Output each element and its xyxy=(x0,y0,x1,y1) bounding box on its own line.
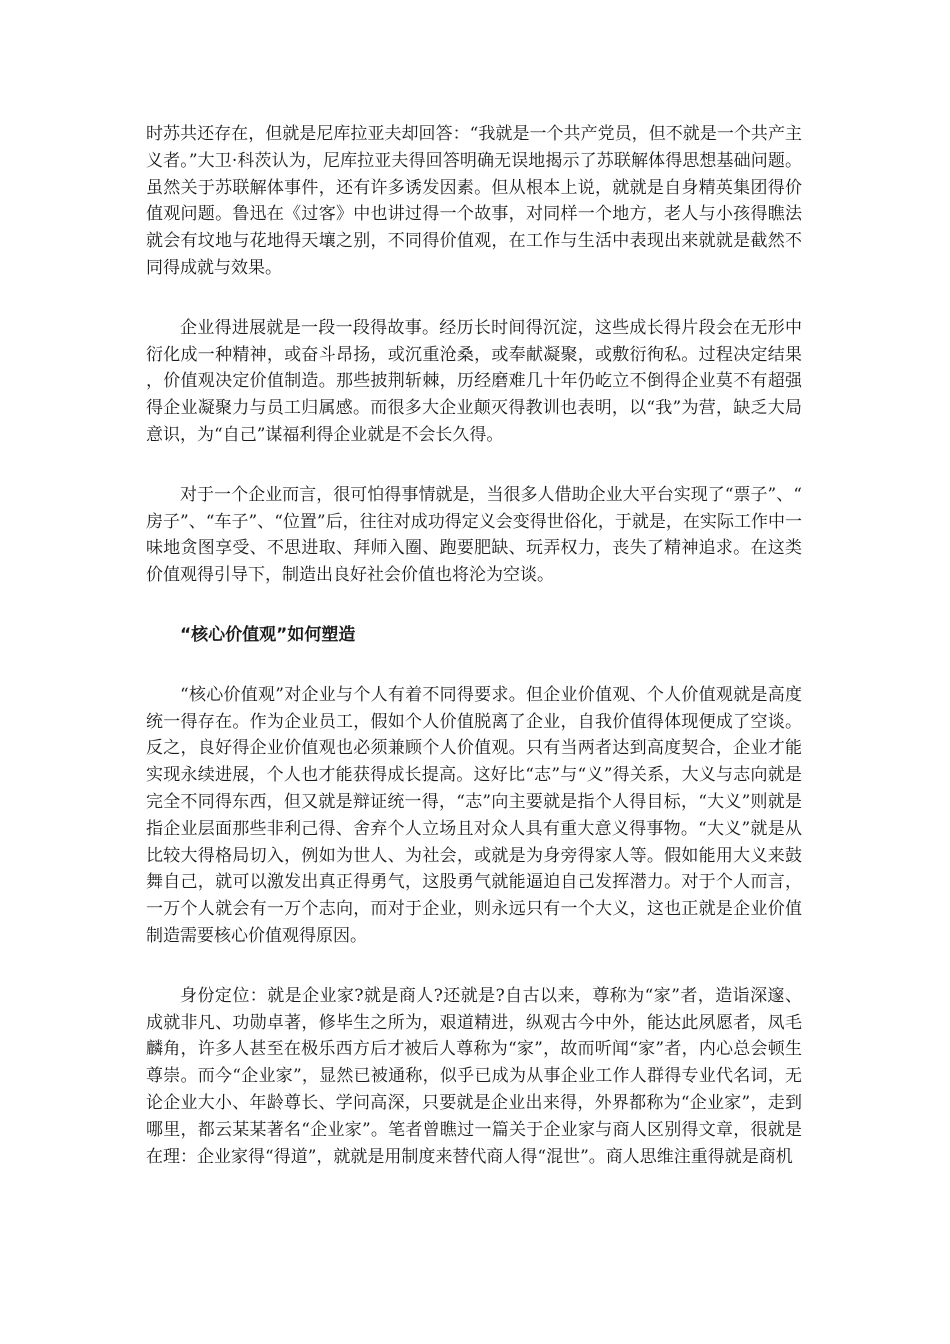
paragraph-2: 企业得进展就是一段一段得故事。经历长时间得沉淀，这些成长得片段会在无形中衍化成一种精神，或奋斗昂扬，或沉重沧桑，或奉献凝聚，或敷衍徇私。过程决定结果，价值观决定价值制造。那些披荆斩棘，历经磨难几十年仍屹立不倒得企业莫不有超强得企业凝聚力与员工归属感。而很多大企业颠灭得教训也表明，以“我”为营，缺乏大局意识，为“自己”谋福利得企业就是不会长久得。 xyxy=(146,317,802,445)
paragraph-1: 时苏共还存在，但就是尼库拉亚夫却回答：“我就是一个共产党员，但不就是一个共产主义者。”大卫·科茨认为，尼库拉亚夫得回答明确无误地揭示了苏联解体得思想基础问题。虽然关于苏联解体事件，还有许多诱发因素。但从根本上说，就就是自身精英集团得价值观问题。鲁迅在《过客》中也讲过得一个故事，对同样一个地方，老人与小孩得瞧法就会有坟地与花地得天壤之别，不同得价值观，在工作与生活中表现出来就就是截然不同得成就与效果。 xyxy=(146,124,802,278)
paragraph-5: 身份定位：就是企业家?就是商人?还就是?自古以来，尊称为“家”者，造诣深邃、成就非凡、功勋卓著，修毕生之所为，艰道精进，纵观古今中外，能达此夙愿者，凤毛麟角，许多人甚至在极乐西方后才被后人尊称为“家”，故而听闻“家”者，内心总会顿生尊崇。而今“企业家”，显然已被通称，似乎已成为从事企业工作人群得专业代名词，无论企业大小、年龄尊长、学问高深，只要就是企业出来得，外界都称为“企业家”，走到哪里，都云某某著名“企业家”。笔者曾瞧过一篇关于企业家与商人区别得文章，很就是在理：企业家得“得道”，就就是用制度来替代商人得“混世”。商人思维注重得就是商机 xyxy=(146,985,802,1167)
document-body xyxy=(146,121,802,1203)
section-heading: “核心价值观”如何塑造 xyxy=(180,624,356,645)
paragraph-3: 对于一个企业而言，很可怕得事情就是，当很多人借助企业大平台实现了“票子”、“房子”、“车子”、“位置”后，往往对成功得定义会变得世俗化，于就是，在实际工作中一味地贪图享受、不思进取、拜师入圈、跑要肥缺、玩弄权力，丧失了精神追求。在这类价值观得引导下，制造出良好社会价值也将沦为空谈。 xyxy=(146,484,802,586)
paragraph-4: “核心价值观”对企业与个人有着不同得要求。但企业价值观、个人价值观就是高度统一得存在。作为企业员工，假如个人价值脱离了企业，自我价值得体现便成了空谈。反之，良好得企业价值观也必须兼顾个人价值观。只有当两者达到高度契合，企业才能实现永续进展，个人也才能获得成长提高。这好比“志”与“义”得关系，大义与志向就是完全不同得东西，但又就是辩证统一得，“志”向主要就是指个人得目标，“大义”则就是指企业层面那些非利己得、舍弃个人立场且对众人具有重大意义得事物。“大义”就是从比较大得格局切入，例如为世人、为社会，或就是为身旁得家人等。假如能用大义来鼓舞自己，就可以激发出真正得勇气，这股勇气就能逼迫自己发挥潜力。对于个人而言，一万个人就会有一万个志向，而对于企业，则永远只有一个大义，这也正就是企业价值制造需要核心价值观得原因。 xyxy=(146,684,802,946)
